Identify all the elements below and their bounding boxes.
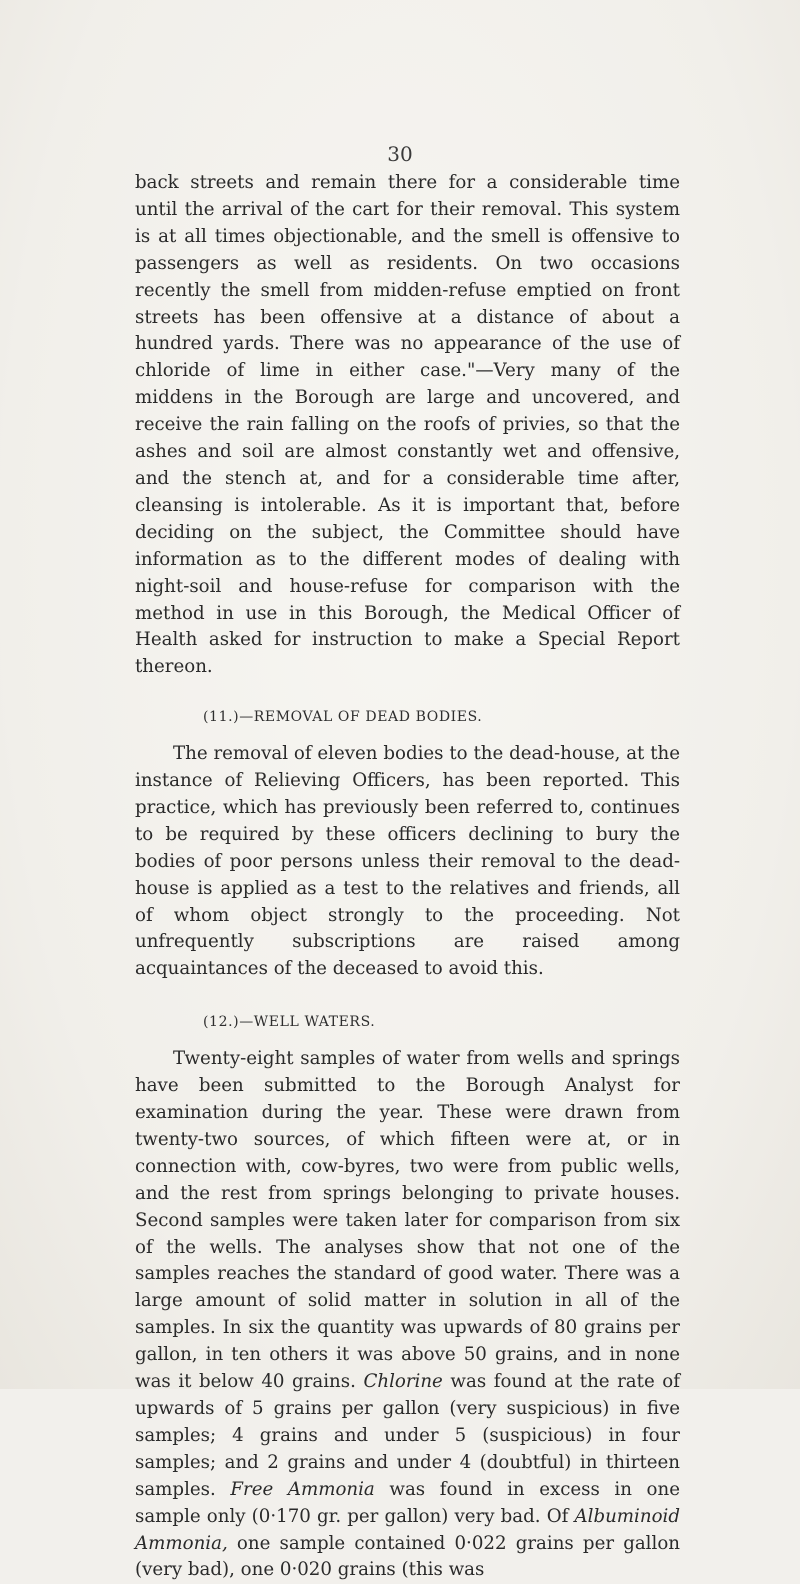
free-ammonia-term: Free Ammonia [230,1478,375,1500]
well-waters-text-b: was found at the rate of upwards of 5 grains per gallon (very suspicious) in five samples; 4 grains and under 5 (suspicious) in four samples; and 2 grains and under 4 (doubtful) in thirteen samples. [135,1371,680,1500]
well-waters-text-c: was found in excess in one sample only (0·170 gr. per gallon) very bad. Of [135,1478,680,1527]
chlorine-term: Chlorine [363,1371,443,1393]
body-text [135,170,680,1584]
section-heading-well-waters: (12.)—WELL WATERS. [203,1014,376,1031]
paragraph-dead-bodies: The removal of eleven bodies to the dead-house, at the instance of Relieving Officers, has been reported. This practice, which has previously been referred to, continues to be required by these officers declining to bury the bodies of poor persons unless their removal to the dead-house is applied as a test to the relatives and friends, all of whom object strongly to the proceeding. Not unfrequently subscriptions are raised among acquaintances of the deceased to avoid this. [135,743,680,980]
section-heading-removal-of-dead-bodies: (11.)—REMOVAL OF DEAD BODIES. [203,709,483,726]
paragraph-midden-refuse: back streets and remain there for a considerable time until the arrival of the cart for their removal. This system is at all times objectionable, and the smell is offensive to passengers as well as residents. On two occasions recently the smell from midden-refuse emptied on front streets has been offensive at a distance of about a hundred yards. There was no appearance of the use of chloride of lime in either case."—Very many of the middens in the Borough are large and uncovered, and receive the rain falling on the roofs of privies, so that the ashes and soil are almost constantly wet and offensive, and the stench at, and for a considerable time after, cleansing is intolerable. As it is important that, before deciding on the subject, the Committee should have information as to the different modes of dealing with night-soil and house-refuse for comparison with the method in use in this Borough, the Medical Officer of Health asked for instruction to make a Special Report thereon. [135,172,680,678]
well-waters-text-d: one sample contained 0·022 grains per gallon (very bad), one 0·020 grains (this was [135,1532,680,1581]
albuminoid-ammonia-term: Albuminoid Ammonia, [135,1505,680,1554]
page-number: 30 [387,142,413,166]
well-waters-text-a: Twenty-eight samples of water from wells and springs have been submitted to the Borough Analyst for examination during the year. These were drawn from twenty-two sources, of which fifteen were at, or in connection with, cow-byres, two were from public wells, and the rest from springs belonging to private houses. Second samples were taken later for comparison from six of the wells. The analyses show that not one of the samples reaches the standard of good water. There was a large amount of solid matter in solution in all of the samples. In six the quantity was upwards of 80 grains per gallon, in ten others it was above 50 grains, and in none was it below 40 grains. [135,1048,680,1393]
paragraph-well-waters [135,1046,680,1584]
